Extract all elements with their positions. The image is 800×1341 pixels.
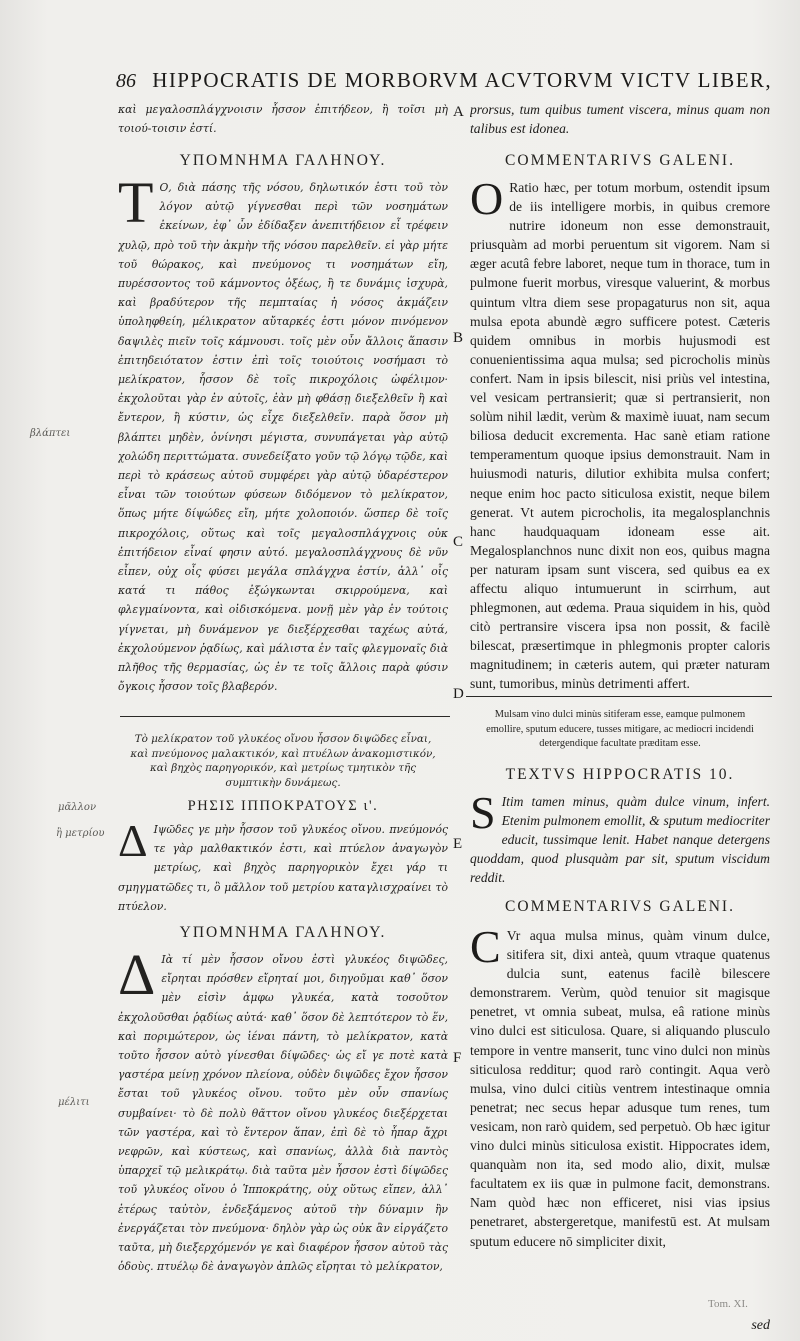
latin-dropcap-2: C	[470, 926, 501, 972]
latin-commentary-2	[470, 926, 770, 1341]
margin-note: βλάπτει	[30, 428, 71, 439]
greek-dropcap: Τ	[118, 178, 154, 235]
margin-note: ἢ μετρίου	[56, 828, 105, 839]
gutter-letter: C	[453, 534, 464, 550]
rhesis-text-block	[118, 820, 448, 916]
latin-commentary-1-text: Ratio hæc, per totum morbum, ostendit ipsum de iis intelligere morbis, in quibus cremore nutrire idoneum non esse demonstrauit, priusquàm ad morbi peruentum sit vigorem. Nam si æger acutâ febre laboret, neque tum in thorace, tum in pulmone fuerit morbus, viresque valuerint, & morbus quintum vltra diem sese propagaturus non sit, aqua mulsa epota abundè ægro sufficere potest. Cæteris quidem omnibus in morbis hujusmodi est conuenientissima aqua mulsa; sed picrocholis minùs confert. Nam in ipsis bilescit, nisi priùs vel intestina, vel vesicam pertransierit; quæ si pertransierit, non solùm nihil lædit, verùm & maximè iuuat, nam secum biliosa deducit excrementa. Hac sanè etiam ratione temperamentum quoque ipsius demonstrauit. Nam in huiusmodi naturis, dilutior exhibita mulsa confert; neque enim hoc pacto siticulosa existit, neque bilem generat. Vt autem picrocholis, ita megalosplanchnis hanc haudquaquam idoneam esse ait. Megalosplanchnos nunc dixit non eos, quibus magna per naturam ipsam sunt viscera, sed quibus ea ex affectu aliquo intumuerunt in scirrhum, aut phlegmonen, aut œdema. Praua siquidem in his, quòd citò pertransire viscera ipsa non possit, & facilè bilescat, præsertimque in phlegmonis propter caloris magnitudinem; in cæteris autem, qui præter naturam sunt, tumoribus, minùs detrimenti affert.	[470, 180, 770, 692]
margin-note: μᾶλλον	[58, 802, 97, 813]
latin-commentary-2-text: Vr aqua mulsa minus, quàm vinum dulce, sitifera sit, dixi anteà, quum vtraque quatenus dulcia sunt, eatenus facilè bilescere demonstrarem. Verùm, quòd tenuior sit magisque penetret, vt omnia subeat, mulsa, eâ ratione minùs vino dulci est siticulosa. Quare, si aliquando plusculo tempore in ventre manserit, tunc vino dulci non minùs siticulosa redditur; quod rarò contingit. Aqua verò mulsa, vino dulci citiùs ventrem intestinaque omnia penetrat; nec secus hepar adusque tum renes, tum vesicam, non rarò quidem, sed perpetuò. Ob hæc igitur vino dulci minùs siticulosa existit. Hippocrates idem, quanquàm non ita, sed modo alio, dixit, mulsæ facultatem ex iis quæ in pulmone facit, demonstrans. Nam quòd hæc non efficeret, nisi vias ipsius penetraret, abstergeretque, manifestū est. At mulsam sputum educere nō simpliciter dixit,	[470, 928, 770, 1249]
greek-commentary-heading: ΥΠΟΜΝΗΜΑ ΓΑΛΗΝΟΥ.	[179, 152, 387, 169]
catchword: sed	[751, 1318, 770, 1333]
gutter-letter: D	[453, 686, 464, 702]
rhesis-heading: ΡΗΣΙΣ ΙΠΠΟΚΡΑΤΟΥΣ ι'.	[187, 798, 379, 814]
greek-commentary-1-text: Ο, διὰ πάσης τῆς νόσου, δηλωτικόν ἐστι τοῦ τὸν λόγον αὐτῷ γίγνεσθαι περὶ τῶν νοσημάτων ἐκείνων, ἐφ᾽ ὧν ἐδίδαξεν ἀνεπιτήδειον εἶ τρέφειν χυλῷ, πρὸ τοῦ τὴν ἀκμὴν τῆς νόσου παρελθεῖν. εἰ γὰρ μήτε τοῦ θώρακος, καὶ πνεύμονος τι νοσημάτων εἴη, πυρέσσοντος τοῦ κάμνοντος ὀξέως, ἢ τε δυνάμις ἰσχυρὰ, καὶ βραδύτερον τῆς πεμπταίας ἡ νόσος ἀκμάζειν ὑποληφθείη, μέλικρατον αὔταρκές ἐστι μόνον πινόμενον δαψιλὲς πιεῖν τοῖς κάμνουσι. τοῖς μὲν οὖν ἄλλοις ἅπασιν ἐπιτηδειότατον ἐστιν ἐπὶ τοῖς τοιούτοις νοσήμασι τὸ μελίκρατον, ἧσσον δὲ τοῖς πικροχόλοις ὠφέλιμον· ἐκχολοῦται γὰρ ἐν αὐτοῖς, ἐὰν μὴ φθάσῃ διεξελθεῖν ἢ καὶ ἔντερον, ἢ κύστιν, ὡς εἶχε διεξελθεῖν. παρὰ ὅσον μὴ βλάπτει μηδὲν, ὀνίνησι μέγιστα, συνυπάγεται γὰρ αὐτῷ χολώδη περιττώματα. συνεδείξατο γοῦν τῷ λόγῳ τῷδε, καὶ περὶ τὸ κράσεως αὐτοῦ συμφέρει γὰρ αὐτῷ ὑδαρέστερον εἶναι τῶν τοιούτων φύσεων διδόμενον τὸ μελίκρατον, ὅπως μήτε δίψώδες εἴη, μήτε χολοποιόν. ὥσπερ δὲ τοῖς πικροχόλοις, οὕτως καὶ τοῖς μεγαλοσπλάγχνοις οὐκ ἐπιτήδειον εἶναί φησιν αὐτό. μεγαλοσπλάγχνους δὲ νῦν εἶπεν, οὐχ οἷς φύσει μεγάλα σπλάγχνα ἐστίν, ἀλλ᾽ οἷς κατά τι πάθος ἐξώγκωνται σκιρρούμενα, καὶ φλεγμαίνοντα, καὶ οἰδισκόμενα. μονῇ μὲν γὰρ ἐν τούτοις γίγνεται, μὴ δυνάμενον γε διεξέρχεσθαι ταχέως αὐτά, ἐκχολούμενον ῥᾳδίως, καὶ μάλιστα ἐν ταῖς φλεγμοναῖς διὰ πλῆθος τῆς θερμασίας, ὡς ἐν τε τοῖς ἄλλοις παρὰ φύσιν ὄγκοις ἧσσον τοῖς βλαβερόν.	[118, 181, 448, 694]
page-header	[116, 68, 772, 98]
latin-opening-lines: prorsus, tum quibus tument viscera, minus quam non talibus est idonea.	[470, 102, 770, 137]
greek-dropcap-2: Δ	[118, 950, 156, 1007]
margin-note: μέλιτι	[58, 1097, 90, 1108]
gutter-markers	[450, 98, 470, 1341]
textus-dropcap: S	[470, 792, 496, 838]
textus-heading: TEXTVS HIPPOCRATIS 10.	[505, 766, 735, 783]
rhesis-text: Ιψῶδες γε μὴν ἧσσον τοῦ γλυκέος οἴνου. πνεύμονός τε γὰρ μαλθακτικόν ἐστι, καὶ πτύελον ἀναγωγὸν μετρίως, καὶ βηχὸς παρηγορικὸν ἔχει γάρ τι σμηγματῶδες τι, ὃ μᾶλλον τοῦ μετρίου καταγλισχραίνει τὸ πτύελον.	[118, 823, 448, 913]
running-title: HIPPOCRATIS DE MORBORVM ACVTORVM VICTV LIBER,	[152, 68, 772, 92]
rhesis-dropcap: Δ	[118, 820, 148, 866]
page-number: 86	[116, 70, 136, 92]
greek-commentary-2-text: Ιὰ τί μὲν ἧσσον οἴνου ἐστὶ γλυκέος διψῶδες, εἴρηται πρόσθεν εἴρηταί μοι, διηγοῦμαι καθ᾽ ὅσον μὲν εἰσὶν ἀμφω γλυκέα, κατὰ τοσοῦτον ἐκχολοῦσθαι ῥᾳδίως αὐτά· καθ᾽ ὅσον δὲ λεπτότερον τὸ ἕν, καὶ ποριμώτερον, ὡς ἰέναι πάντη, τὸ μελίκρατον, κατὰ τοῦτο ἧσσον αὐτὸ γίνεσθαι δίψῶδες· ὡς εἴ γε ποτὲ κατὰ γαστέρα μείνῃ χρόνον πλείονα, οὐδὲν διψῶδες ἔχον ἧσσον ἔσται τοῦ γλυκέος οἴνου. τοῦτο μὲν οὖν σπανίως συμβαίνει· τὸ δὲ πολὺ θᾶττον οἴνου γλυκέος διεξέρχεται τῶν γαστέρα, καὶ τὸ ἔντερον ἅπαν, ἐπὶ δὲ τὸ ἧπαρ ἄχρι νεφρῶν, καὶ κύστεως, καὶ σπανίως, ἀλλὰ διὰ παντὸς ὑπαρχεῖ τῷ μελικράτῳ. διὰ ταῦτα μὲν ἧσσον ἐστὶ δίψῶδες τοῦ γλυκέος οἴνου ὁ Ἱπποκράτης, οὐχ οὕτως εἴπεν, ἀλλ᾽ ἑτέρως ταὐτὸν, ἐνδεξάμενος αὐτοῦ τὴν δύναμιν ἣν ἐνεργάζεται τὸν πνεύμονα· δηλὸν γὰρ ὡς οὐκ ἂν εἰργάζετο ταῦτα, μὴ διεξερχόμενόν γε καὶ διαφέρον ἧσσον αὐτοῦ τὰς ὁδοὺς. πτυέλῳ δὲ ἀναγωγὸν ἁπλῶς εἴρηται τὸ μελίκρατον,	[118, 953, 448, 1274]
latin-commentary-heading: COMMENTARIVS GALENI.	[505, 152, 735, 169]
textus-block	[470, 792, 770, 888]
latin-commentary-heading-2: COMMENTARIVS GALENI.	[505, 898, 735, 915]
greek-opening-lines: καὶ μεγαλοσπλάγχνοισιν ἧσσον ἐπιτήδεον, ἢ τοῖσι μὴ τοιού-τοισιν ἐστί.	[118, 103, 448, 136]
greek-commentary-2	[118, 950, 448, 1340]
greek-commentary-1	[118, 178, 448, 710]
textus-text: Itim tamen minus, quàm dulce vinum, infert. Etenim pulmonem emollit, & sputum mediocriter educit, tussimque lenit. Habet nanque detergens quoddam, quod plusquàm par sit, sputum viscidum reddit.	[470, 794, 770, 886]
gutter-letter: F	[453, 1050, 462, 1066]
gutter-letter: E	[453, 836, 463, 852]
gutter-letter: B	[453, 330, 464, 346]
latin-commentary-1	[470, 178, 770, 694]
gutter-letter: A	[453, 104, 464, 120]
signature-mark: Tom. XI.	[708, 1298, 748, 1310]
section-rule-left	[120, 716, 450, 717]
greek-commentary-heading-2: ΥΠΟΜΝΗΜΑ ΓΑΛΗΝΟΥ.	[179, 924, 387, 941]
greek-column	[118, 98, 448, 1341]
latin-summary: Mulsam vino dulci minùs sitiferam esse, eamque pulmonem emollire, sputum educere, tusses mitigare, ac mediocri incidendi detergendique facultate præditam esse.	[486, 709, 754, 749]
greek-summary: Τὸ μελίκρατον τοῦ γλυκέος οἴνου ἧσσον διψῶδες εἶναι, καὶ πνεύμονος μαλακτικόν, καὶ πτυέλων ἀνακομιστικόν, καὶ βηχὸς παρηγορικόν, καὶ μετρίως τμητικὸν τῆς συμπτικὴν δυνάμεως.	[130, 733, 436, 789]
latin-dropcap: O	[470, 178, 504, 224]
latin-column	[470, 98, 770, 1341]
